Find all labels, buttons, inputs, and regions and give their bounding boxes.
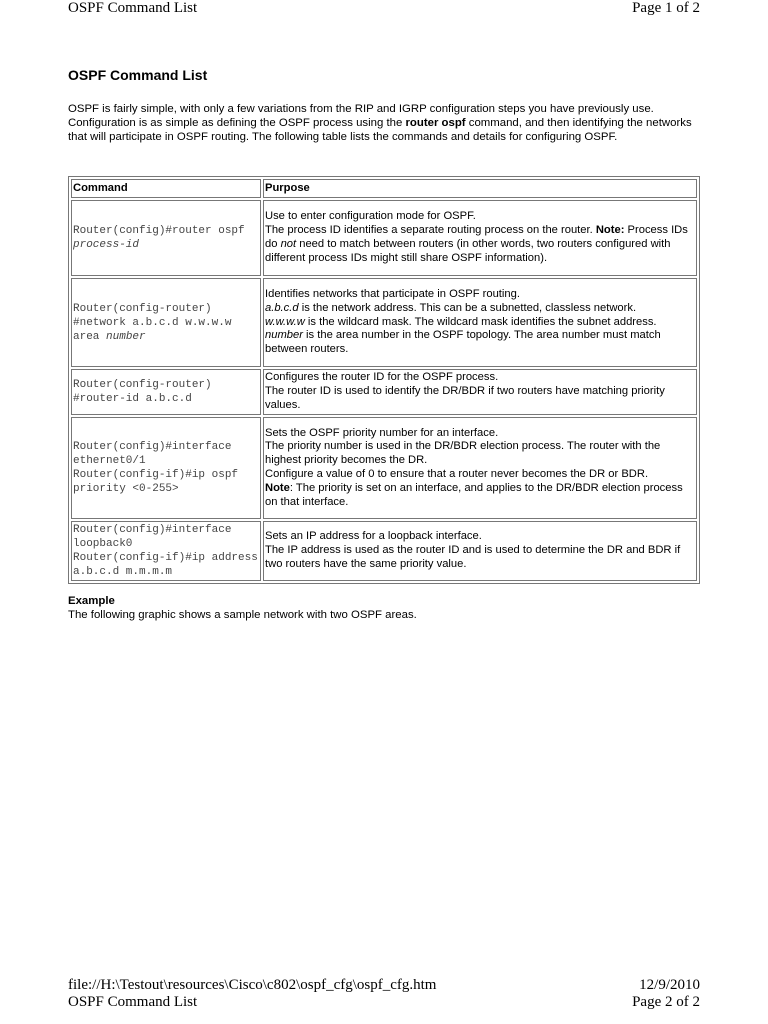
purpose-line: Configures the router ID for the OSPF process. bbox=[265, 371, 499, 384]
command-text: Router(config-router) #network a.b.c.d w.w.w.w area bbox=[73, 302, 232, 343]
purpose-line bbox=[265, 329, 695, 357]
purpose-line: The priority number is used in the DR/BDR election process. The router with the highest priority becomes the DR. bbox=[265, 440, 661, 467]
table-row bbox=[71, 278, 697, 367]
command-text: Router(config)#router ospf bbox=[73, 225, 245, 237]
command-cell bbox=[71, 369, 261, 415]
footer-file-path: file://H:\Testout\resources\Cisco\c802\ospf_cfg\ospf_cfg.htm bbox=[68, 977, 437, 993]
table-row bbox=[71, 200, 697, 276]
purpose-text: Process IDs do bbox=[265, 224, 688, 250]
command-text: Router(config-if)#ip address a.b.c.d m.m.m.m bbox=[73, 552, 258, 578]
footer-date: 12/9/2010 bbox=[639, 977, 700, 993]
example-heading: Example bbox=[68, 595, 115, 607]
command-param: process-id bbox=[73, 239, 140, 251]
command-text: Router(config)#interface ethernet0/1 bbox=[73, 441, 232, 467]
command-cell bbox=[71, 521, 261, 581]
purpose-line: Identifies networks that participate in OSPF routing. bbox=[265, 288, 520, 300]
page-header-number: Page 1 of 2 bbox=[632, 0, 700, 16]
table-row bbox=[71, 521, 697, 581]
document-title: OSPF Command List bbox=[68, 67, 208, 83]
purpose-cell bbox=[263, 200, 697, 276]
purpose-cell bbox=[263, 369, 697, 415]
command-text: Router(config-router) #router-id a.b.c.d bbox=[73, 379, 212, 405]
purpose-line bbox=[265, 482, 695, 510]
purpose-text: need to match between routers (in other words, two routers configured with different process IDs might still share OSPF information). bbox=[265, 238, 671, 264]
purpose-line: Sets an IP address for a loopback interface. bbox=[265, 530, 482, 543]
purpose-text: is the area number in the OSPF topology. The area number must match between routers. bbox=[265, 329, 661, 356]
intro-paragraph bbox=[68, 102, 700, 144]
table-row bbox=[71, 369, 697, 415]
footer-page-number: Page 2 of 2 bbox=[632, 994, 700, 1010]
purpose-emphasis: a.b.c.d bbox=[265, 301, 299, 314]
command-cell bbox=[71, 417, 261, 519]
purpose-line bbox=[265, 316, 695, 330]
purpose-text: The process ID identifies a separate routing process on the router. bbox=[265, 224, 596, 237]
purpose-emphasis: number bbox=[265, 329, 303, 342]
purpose-text: : The priority is set on an interface, and applies to the DR/BDR election process on that interface. bbox=[265, 481, 683, 508]
purpose-line: The router ID is used to identify the DR/BDR if two routers have matching priority values. bbox=[265, 385, 665, 411]
purpose-line: The IP address is used as the router ID and is used to determine the DR and BDR if two routers have the same priority value. bbox=[265, 544, 681, 570]
page-header-title: OSPF Command List bbox=[68, 0, 198, 16]
command-table bbox=[68, 176, 700, 584]
intro-command: router ospf bbox=[405, 117, 466, 129]
note-label: Note bbox=[265, 481, 290, 494]
column-header-purpose: Purpose bbox=[263, 179, 697, 198]
purpose-line: Use to enter configuration mode for OSPF. bbox=[265, 210, 476, 223]
purpose-emphasis: w.w.w.w bbox=[265, 315, 305, 328]
command-text: Router(config)#interface loopback0 bbox=[73, 524, 232, 550]
example-text: The following graphic shows a sample network with two OSPF areas. bbox=[68, 609, 417, 621]
command-cell bbox=[71, 278, 261, 367]
footer-title: OSPF Command List bbox=[68, 994, 198, 1010]
purpose-line: Sets the OSPF priority number for an interface. bbox=[265, 426, 499, 439]
command-text: Router(config-if)#ip ospf priority <0-255> bbox=[73, 469, 239, 495]
purpose-cell bbox=[263, 278, 697, 367]
purpose-cell bbox=[263, 417, 697, 519]
command-param: number bbox=[106, 330, 146, 343]
purpose-line: Configure a value of 0 to ensure that a router never becomes the DR or BDR. bbox=[265, 468, 649, 480]
command-cell bbox=[71, 200, 261, 276]
purpose-cell bbox=[263, 521, 697, 581]
purpose-text: is the network address. This can be a subnetted, classless network. bbox=[298, 301, 637, 314]
purpose-line bbox=[265, 302, 695, 316]
note-label: Note: bbox=[595, 224, 625, 237]
intro-text: OSPF is fairly simple, with only a few variations from the RIP and IGRP configuration steps you have previously use. Configuration is as simple as defining the OSPF process using the bbox=[68, 103, 654, 129]
table-row bbox=[71, 417, 697, 519]
intro-text: command, and then identifying the networks that will participate in OSPF routing. The following table lists the commands and details for configuring OSPF. bbox=[68, 117, 692, 143]
purpose-line bbox=[265, 224, 695, 265]
column-header-command: Command bbox=[71, 179, 261, 198]
purpose-text: is the wildcard mask. The wildcard mask identifies the subnet address. bbox=[304, 315, 657, 328]
table-header-row bbox=[71, 179, 697, 198]
purpose-emphasis: not bbox=[280, 238, 297, 250]
